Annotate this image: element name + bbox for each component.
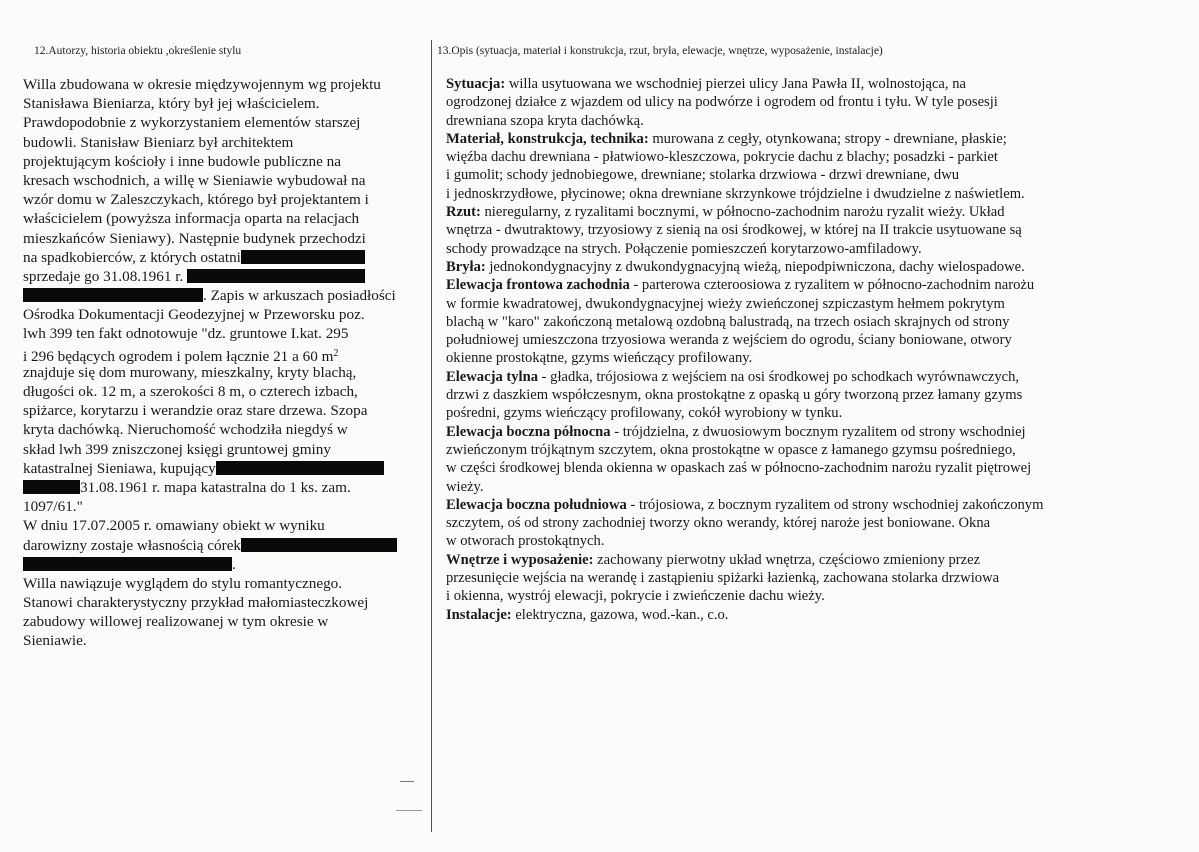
text-line: mieszkańców Sieniawy). Następnie budynek przechodzi	[23, 229, 366, 247]
text-line: Ośrodka Dokumentacji Geodezyjnej w Przeworsku poz.	[23, 306, 365, 324]
text-line	[446, 368, 1196, 386]
text-line: drzwi z daszkiem współczesnym, okna prostokątne z opaską u góry tworzoną przez łamany gzyms	[446, 387, 1023, 404]
section-label: Bryła:	[446, 258, 486, 275]
superscript: 2	[333, 347, 339, 359]
text-line: w otworach prostokątnych.	[446, 533, 605, 550]
section-label: Rzut:	[446, 204, 481, 221]
text-line	[446, 551, 1196, 569]
text-line	[23, 248, 428, 267]
text-line: okienne prostokątne, gzyms wieńczący profilowany.	[446, 350, 753, 367]
redaction-bar	[216, 461, 384, 475]
text-line: kryta dachówką. Nieruchomość wchodziła niegdyś w	[23, 421, 348, 439]
section-label: Materiał, konstrukcja, technika:	[446, 130, 649, 147]
redaction-bar	[241, 250, 365, 264]
section-label: Elewacja tylna	[446, 368, 539, 385]
text-line: znajduje się dom murowany, mieszkalny, kryty blachą,	[23, 363, 357, 381]
text-line: w części środkowej blenda okienna w opaskach zaś w północno-zachodnim narożu ryzalit piętrowej	[446, 460, 1032, 477]
text-fragment: elektryczna, gazowa, wod.-kan., c.o.	[511, 606, 729, 623]
text-fragment: nieregularny, z ryzalitami bocznymi, w północno-zachodnim narożu ryzalit wieży. Układ	[480, 204, 1005, 221]
text-line: spiżarce, korytarzu i werandzie oraz stare drzewa. Szopa	[23, 402, 368, 420]
text-fragment: zachowany pierwotny układ wnętrza, częściowo zmieniony przez	[593, 551, 981, 568]
section-label: Elewacja frontowa zachodnia	[446, 277, 630, 294]
redaction-bar	[23, 288, 203, 302]
text-line	[446, 276, 1196, 294]
text-fragment: katastralnej Sieniawa, kupujący	[23, 459, 216, 477]
redaction-bar	[241, 538, 397, 552]
text-line: Stanisława Bieniarza, który był jej właścicielem.	[23, 95, 320, 113]
text-line: Stanowi charakterystyczny przykład małomiasteczkowej	[23, 594, 369, 612]
text-line: wieży.	[446, 478, 484, 495]
text-line: blachą w "karo" zakończoną metalową ozdobną balustradą, na trzech osiach skrajnych od strony	[446, 313, 1010, 330]
text-line: kresach wschodnich, a willę w Sieniawie wybudował na	[23, 171, 366, 189]
text-line	[446, 606, 1196, 624]
text-fragment: darowizny zostaje własnością córek	[23, 536, 242, 554]
section-label: Wnętrze i wyposażenie:	[446, 551, 594, 568]
text-line	[446, 496, 1196, 514]
text-line: budowli. Stanisław Bieniarz był architektem	[23, 133, 294, 151]
text-line	[23, 536, 428, 555]
text-line: przesunięcie wejścia na werandę i zastąpieniu spiżarki łazienką, zachowana stolarka drzwiowa	[446, 570, 1000, 587]
text-fragment: .	[232, 555, 236, 573]
text-fragment: i 296 będących ogrodem i polem łącznie 21 a 60 m	[23, 347, 334, 365]
text-fragment: - trójosiowa, z bocznym ryzalitem od strony wschodniej zakończonym	[626, 496, 1044, 513]
text-line: zwieńczonym trójkątnym szczytem, okna prostokątne w opasce z łamanego gzymsu pośredniego,	[446, 441, 1016, 458]
text-line: Willa zbudowana w okresie międzywojennym wg projektu	[23, 76, 381, 93]
text-line: w formie kwadratowej, dwukondygnacyjnej wieży zwieńczonej szpiczastym hełmem pokrytym	[446, 295, 1005, 312]
text-line: drewniana szopa kryta dachówką.	[446, 112, 644, 129]
text-line: wnętrza - dwutraktowy, trzyosiowy z sienią na osi środkowej, w której na II trakcie usytuowane są	[446, 222, 1022, 239]
left-column	[23, 44, 428, 651]
text-line: długości ok. 12 m, a szerokości 8 m, o czterech izbach,	[23, 383, 358, 400]
scan-mark	[400, 781, 414, 782]
text-line: zabudowy willowej realizowanej w tym okresie w	[23, 613, 329, 631]
text-line: wzór domu w Zaleszczykach, którego był projektantem i	[23, 191, 369, 209]
redaction-bar	[187, 269, 365, 283]
text-fragment: - parterowa czteroosiowa z ryzalitem w północno-zachodnim narożu	[629, 277, 1035, 294]
text-line: południowej umieszczona trzyosiowa weranda z wejściem do ogrodu, ściany boniowane, otwory	[446, 332, 1012, 349]
text-line: i okienna, wystrój elewacji, pokrycie i zwieńczenie dachu wieży.	[446, 588, 825, 605]
text-line: W dniu 17.07.2005 r. omawiany obiekt w wyniku	[23, 517, 325, 535]
text-line	[23, 459, 428, 478]
text-line	[446, 423, 1196, 441]
text-fragment: willa usytuowana we wschodniej pierzei ulicy Jana Pawła II, wolnostojąca, na	[505, 76, 966, 92]
text-line: projektującym kościoły i inne budowle publiczne na	[23, 152, 342, 170]
text-line: ogrodzonej działce z wjazdem od ulicy na podwórze i ogrodem od frontu i tyłu. W tyle posesji	[446, 94, 998, 111]
text-line: skład lwh 399 zniszczonej księgi gruntowej gminy	[23, 440, 331, 458]
text-line: 1097/61."	[23, 498, 83, 516]
text-line: pośredni, gzyms wieńczący profilowany, cokół wyrobiony w tynku.	[446, 405, 843, 422]
text-fragment: . Zapis w arkuszach posiadłości	[203, 287, 396, 305]
text-fragment: sprzedaje go 31.08.1961 r.	[23, 267, 184, 285]
text-line: Sieniawie.	[23, 632, 87, 650]
text-line	[446, 258, 1196, 276]
history-text	[23, 75, 428, 651]
redaction-bar	[23, 557, 232, 571]
scan-mark	[396, 810, 422, 811]
column-divider	[431, 40, 432, 832]
section-label: Elewacja boczna południowa	[446, 496, 627, 513]
description-text	[436, 75, 1196, 624]
text-line	[446, 130, 1196, 148]
text-line: szczytem, oś od strony zachodniej tworzy okno werandy, której naroże jest boniowane. Okna	[446, 515, 991, 532]
text-fragment: murowana z cegły, otynkowana; stropy - drewniane, płaskie;	[648, 130, 1007, 147]
right-heading: 13.Opis (sytuacja, materiał i konstrukcja, rzut, bryła, elewacje, wnętrze, wyposażenie, instalacje)	[437, 45, 883, 57]
right-column	[436, 44, 1196, 624]
text-line: Prawdopodobnie z wykorzystaniem elementów starszej	[23, 114, 361, 132]
section-label: Sytuacja:	[446, 76, 506, 92]
text-line: i gumolit; schody jednobiegowe, drewniane; stolarka drzwiowa - drzwi drewniane, dwu	[446, 167, 960, 184]
text-line	[446, 75, 1196, 93]
text-fragment: 31.08.1961 r. mapa katastralna do 1 ks. zam.	[80, 478, 351, 496]
text-fragment: jednokondygnacyjny z dwukondygnacyjną wieżą, niepodpiwniczona, dachy wielospadowe.	[485, 258, 1025, 275]
redaction-bar	[23, 480, 80, 494]
text-line	[23, 286, 428, 305]
text-line: lwh 399 ten fakt odnotowuje "dz. gruntowe I.kat. 295	[23, 325, 349, 343]
text-line: Willa nawiązuje wyglądem do stylu romantycznego.	[23, 574, 343, 592]
text-fragment: na spadkobierców, z których ostatni	[23, 248, 241, 266]
text-line	[23, 555, 428, 574]
text-line: i jednoskrzydłowe, płycinowe; okna drewniane skrzynkowe trójdzielne i dwudzielne z naświetlem.	[446, 185, 1025, 202]
text-line	[446, 203, 1196, 221]
text-line: właścicielem (powyższa informacja oparta na relacjach	[23, 210, 360, 228]
text-line	[23, 344, 428, 363]
text-line: schody prowadzące na strych. Połączenie pomieszczeń korytarzowo-amfiladowy.	[446, 240, 922, 257]
text-fragment: - trójdzielna, z dwuosiowym bocznym ryzalitem od strony wschodniej	[610, 423, 1026, 440]
text-line: więźba dachu drewniana - płatwiowo-kleszczowa, pokrycie dachu z blachy; posadzki - parkiet	[446, 149, 998, 166]
section-label: Instalacje:	[446, 606, 512, 623]
left-heading: 12.Autorzy, historia obiektu ,określenie stylu	[34, 45, 242, 57]
text-line	[23, 478, 428, 497]
text-line	[23, 267, 428, 286]
text-fragment: - gładka, trójosiowa z wejściem na osi środkowej po schodkach wyrównawczych,	[538, 368, 1020, 385]
section-label: Elewacja boczna północna	[446, 423, 611, 440]
